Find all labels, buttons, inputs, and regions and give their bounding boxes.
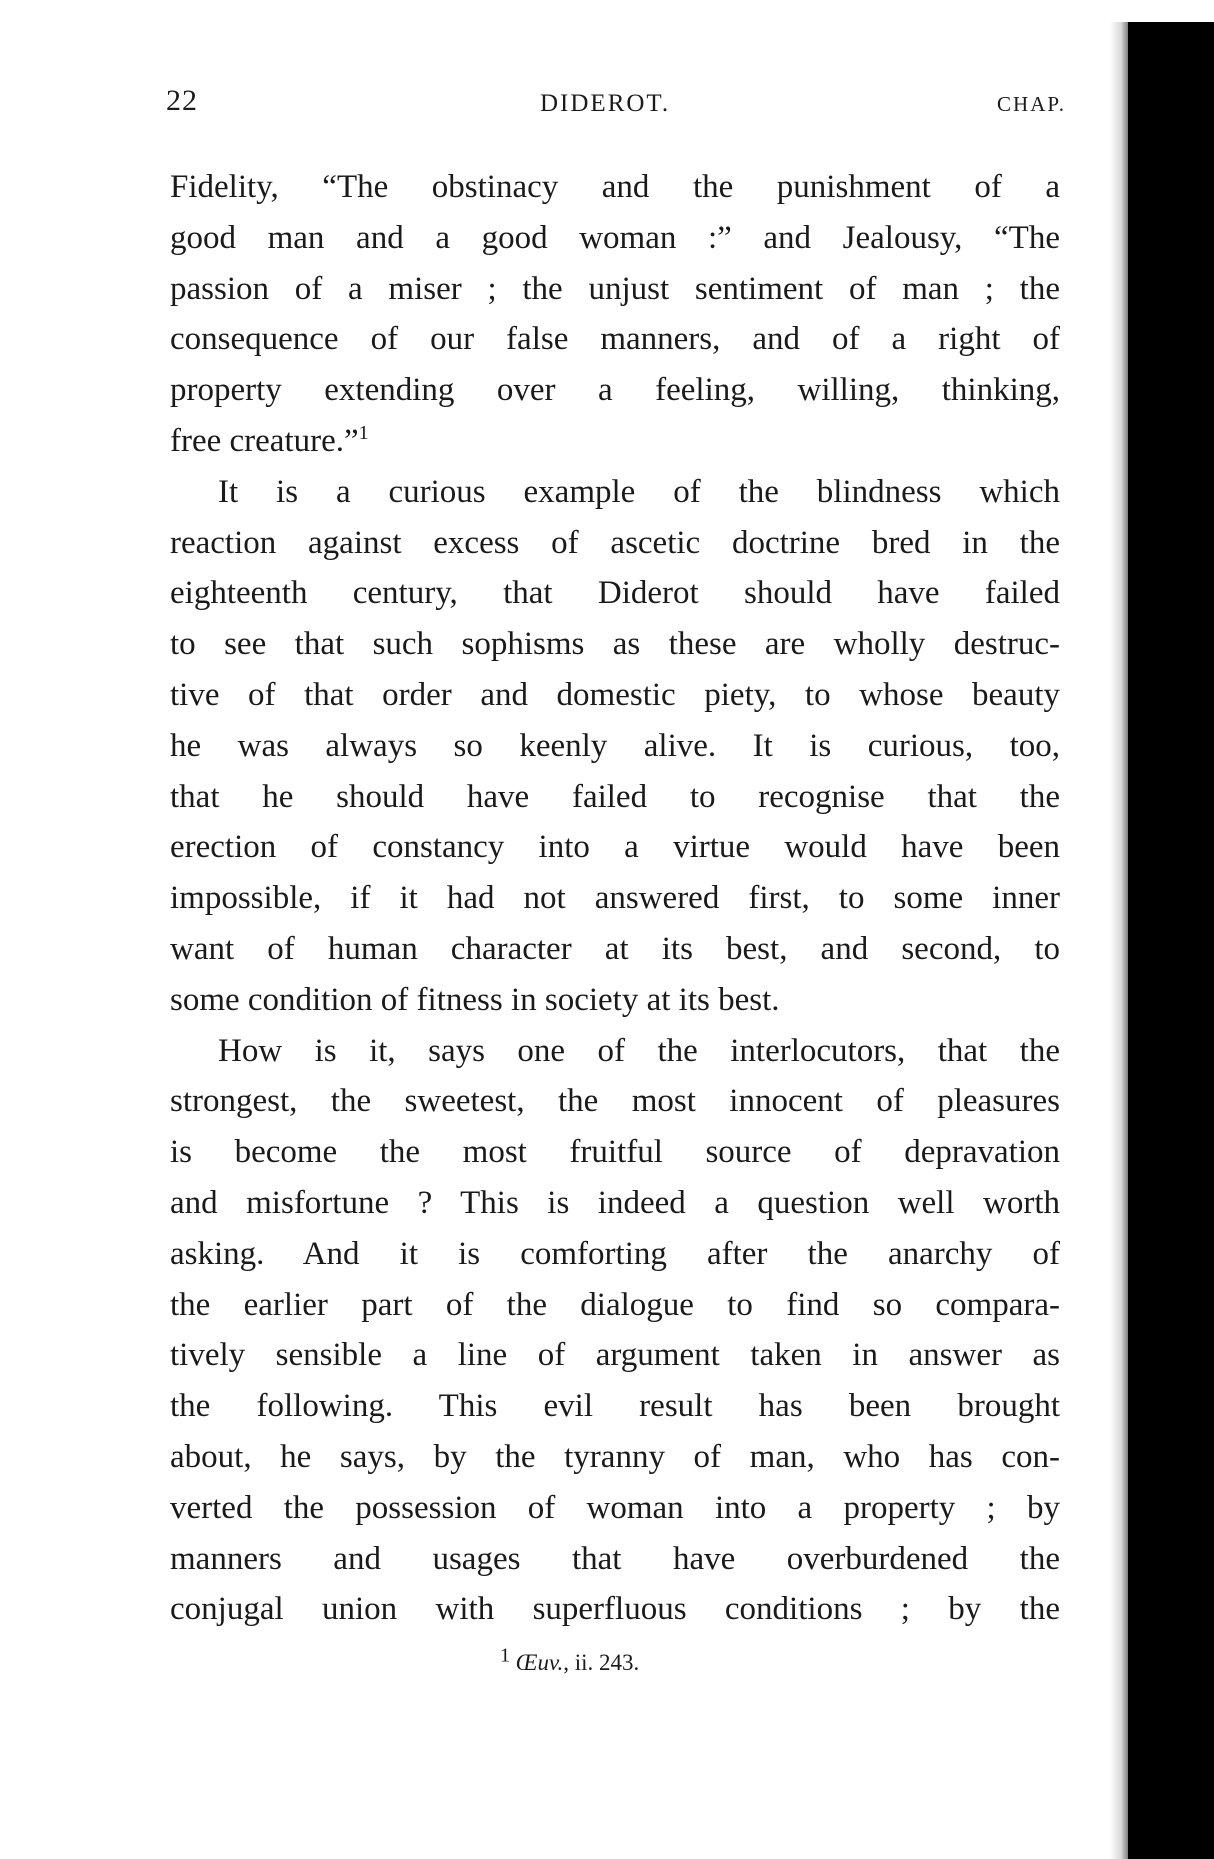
text-line: to see that such sophisms as these are wholly destruc- [170,626,1060,663]
text-line: manners and usages that have overburdened the [170,1540,1060,1577]
page-number: 22 [166,84,198,117]
text-line: tive of that order and domestic piety, to whose beauty [170,676,1060,713]
chapter-label: CHAP. [997,92,1066,116]
text-line: about, he says, by the tyranny of man, who has con- [170,1438,1060,1475]
text-line: conjugal union with superfluous conditions ; by the [170,1591,1060,1628]
text-line: passion of a miser ; the unjust sentiment of man ; the [170,270,1060,307]
text-line: verted the possession of woman into a property ; by [170,1489,1060,1526]
text-line: erection of constancy into a virtue would have been [170,829,1060,866]
text-line: It is a curious example of the blindness which [218,473,1060,510]
text-line: asking. And it is comforting after the anarchy of [170,1235,1060,1272]
text-line: strongest, the sweetest, the most innocent of pleasures [170,1083,1060,1120]
footnote-source: Œuv. [515,1650,564,1675]
paragraph [170,1026,1060,1636]
text-line: reaction against excess of ascetic doctrine bred in the [170,524,1060,561]
text-line: consequence of our false manners, and of a right of [170,321,1060,358]
paragraph [170,162,1060,467]
text-line: the earlier part of the dialogue to find so compara- [170,1286,1060,1323]
text-line: that he should have failed to recognise that the [170,778,1060,815]
text-line: and misfortune ? This is indeed a question well worth [170,1184,1060,1221]
text-line: the following. This evil result has been brought [170,1388,1060,1425]
text-line: good man and a good woman :” and Jealousy, “The [170,219,1060,256]
text-line: eighteenth century, that Diderot should have failed [170,575,1060,612]
body-text [170,162,1060,1635]
footnote-reference: , ii. 243. [563,1650,640,1675]
text-line: he was always so keenly alive. It is curious, too, [170,727,1060,764]
text-line: some condition of fitness in society at its best. [170,981,780,1018]
running-title: DIDEROT. [540,90,671,117]
text-line [170,416,1060,467]
footnote-marker: 1 [500,1644,510,1667]
text-line: want of human character at its best, and second, to [170,930,1060,967]
text-line: property extending over a feeling, willing, thinking, [170,372,1060,409]
text-line: Fidelity, “The obstinacy and the punishment of a [170,169,1060,205]
paragraph [170,467,1060,1026]
page-header [166,84,1066,124]
text-line: is become the most fruitful source of depravation [170,1134,1060,1171]
footnote [500,1644,640,1676]
scan-border [1128,22,1214,1859]
footnote-marker: 1 [358,421,369,444]
text-line: impossible, if it had not answered first, to some inner [170,880,1060,917]
text-line-content: free creature.” [170,422,359,459]
text-line: tively sensible a line of argument taken in answer as [170,1337,1060,1374]
text-line: How is it, says one of the interlocutors, that the [218,1032,1060,1069]
